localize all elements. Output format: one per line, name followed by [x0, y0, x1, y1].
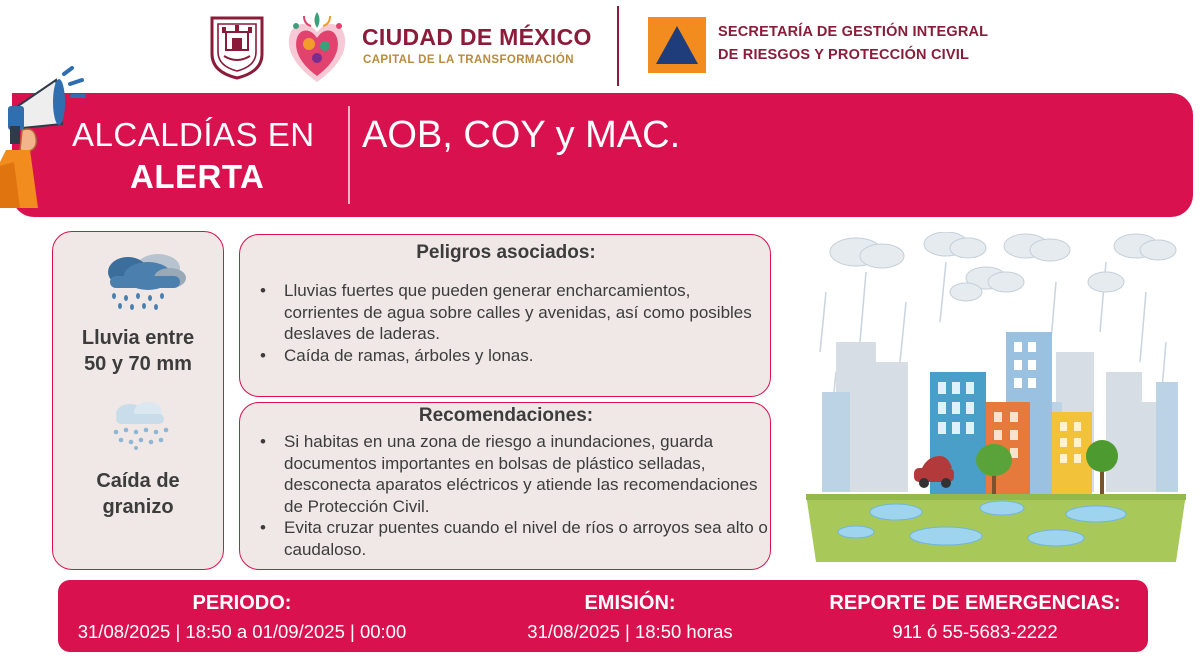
- recomendaciones-list: [258, 431, 768, 560]
- agency-name-line2: DE RIESGOS Y PROTECCIÓN CIVIL: [718, 47, 970, 63]
- recomendaciones-title: Recomendaciones:: [418, 405, 594, 426]
- cdmx-title: CIUDAD DE MÉXICO: [362, 24, 592, 50]
- alcaldias-list: AOB, COY y MAC.: [362, 114, 681, 156]
- peligros-box: [239, 234, 771, 397]
- alert-label-line2: ALERTA: [130, 158, 265, 195]
- cdmx-shield-logo: [208, 14, 266, 80]
- condition-rain-text: [52, 325, 224, 377]
- recomendaciones-box: [239, 402, 771, 570]
- emision-label: EMISIÓN:: [584, 592, 676, 614]
- alert-label-line1: ALCALDÍAS EN: [72, 116, 315, 153]
- condition-hail-line1: Caída de: [96, 470, 180, 492]
- periodo-label: PERIODO:: [192, 592, 292, 614]
- list-item: • Caída de ramas, árboles y lonas.: [258, 345, 768, 367]
- proteccion-civil-logo: [648, 17, 706, 73]
- condition-rain-line1: Lluvia entre: [81, 327, 195, 349]
- megaphone-icon: [0, 66, 98, 208]
- list-item: • Lluvias fuertes que pueden generar encharcamientos, corrientes de agua sobre calles y avenidas, así como posibles deslaves de laderas.: [258, 280, 768, 345]
- condition-rain-line2: 50 y 70 mm: [84, 353, 192, 375]
- agency-name-line1: SECRETARÍA DE GESTIÓN INTEGRAL: [718, 24, 989, 40]
- peligros-title: Peligros asociados:: [416, 242, 596, 263]
- condition-hail-line2: granizo: [102, 496, 174, 518]
- periodo-value: 31/08/2025 | 18:50 a 01/09/2025 | 00:00: [77, 621, 407, 642]
- reporte-value: 911 ó 55-5683-2222: [892, 621, 1058, 642]
- hail-cloud-icon: [106, 400, 174, 450]
- peligros-list: [258, 280, 768, 366]
- list-item: • Si habitas en una zona de riesgo a inundaciones, guarda documentos importantes en bolsas de plástico selladas, desconecta aparatos eléctricos y atiende las recomendaciones de Protección Civil.: [258, 431, 768, 517]
- heart-logo: [282, 6, 352, 86]
- rain-cloud-icon: [98, 250, 190, 312]
- list-item: • Evita cruzar puentes cuando el nivel de ríos o arroyos sea alto o caudaloso.: [258, 517, 768, 560]
- header-divider: [617, 6, 619, 86]
- condition-hail-text: [52, 468, 224, 520]
- emision-value: 31/08/2025 | 18:50 horas: [527, 621, 733, 642]
- banner-divider: [348, 106, 350, 204]
- rainy-city-illustration: [806, 232, 1186, 562]
- reporte-label: REPORTE DE EMERGENCIAS:: [829, 592, 1121, 614]
- cdmx-subtitle: CAPITAL DE LA TRANSFORMACIÓN: [363, 54, 574, 66]
- header: [0, 0, 1200, 90]
